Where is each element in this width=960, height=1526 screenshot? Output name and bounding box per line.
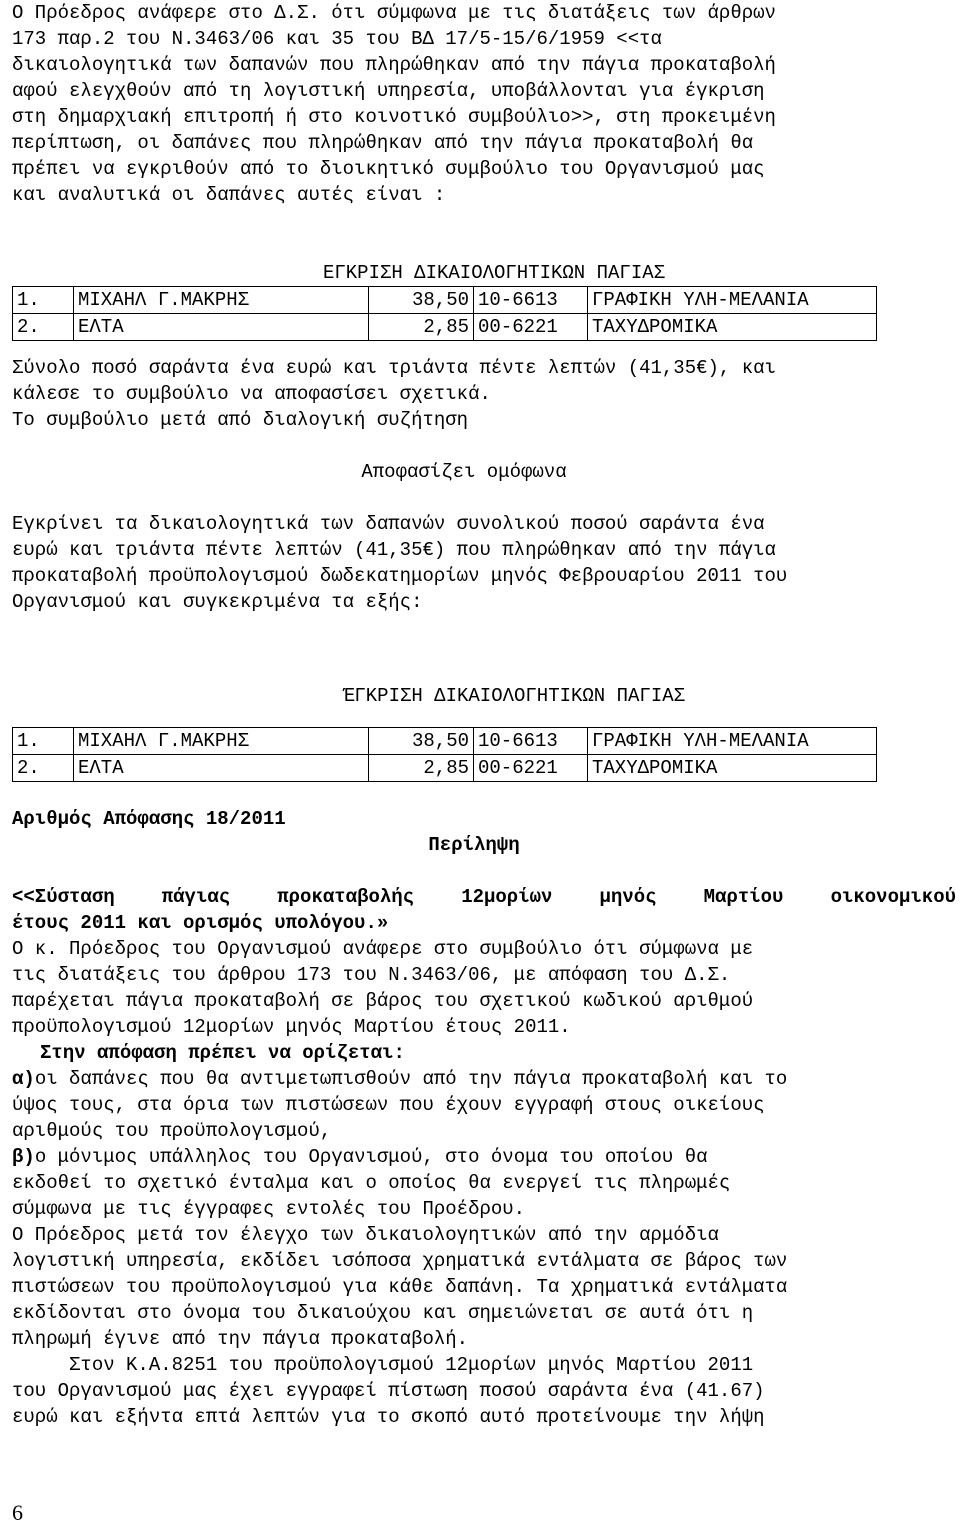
amount: 38,50 [369, 287, 474, 314]
summary-paragraph [12, 355, 956, 433]
text-line: 173 παρ.2 του Ν.3463/06 και 35 του ΒΔ 17/5-15/6/1959 <<τα [12, 28, 662, 50]
text-line: εκδίδονται στο όνομα του δικαιούχου και σημειώνεται σε αυτά ότι η [12, 1302, 754, 1324]
text-line: έτους 2011 και ορισμός υπολόγου.» [12, 912, 389, 934]
expenses-table-1 [12, 286, 877, 341]
text-line: προκαταβολή προϋπολογισμού δωδεκατημορίων μηνός Φεβρουαρίου 2011 του [12, 565, 788, 587]
text-line: περίπτωση, οι δαπάνες που πληρώθηκαν από την πάγια προκαταβολή θα [12, 132, 754, 154]
summary-heading: Περίληψη [428, 834, 520, 856]
account-code: 00-6221 [474, 755, 588, 782]
payee-name: ΕΛΤΑ [74, 755, 369, 782]
body-paragraph-1 [12, 936, 956, 1040]
expense-description: ΤΑΧΥΔΡΟΜΙΚΑ [588, 755, 877, 782]
text-line: ευρώ και τριάντα πέντε λεπτών (41,35€) που πληρώθηκαν από την πάγια [12, 539, 776, 561]
text-line: οι δαπάνες που θα αντιμετωπισθούν από την πάγια προκαταβολή και το [34, 1068, 788, 1090]
amount: 2,85 [369, 755, 474, 782]
text-line: αφού ελεγχθούν από τη λογιστική υπηρεσία, υποβάλλονται για έγκριση [12, 80, 765, 102]
text-line: αριθμούς του προϋπολογισμού, [12, 1120, 332, 1142]
body-paragraph-2 [12, 1222, 956, 1352]
text-line: πρέπει να εγκριθούν από το διοικητικό συμβούλιο του Οργανισμού μας [12, 158, 765, 180]
text-line: ευρώ και εξήντα επτά λεπτών για το σκοπό αυτό προτείνουμε την λήψη [12, 1406, 765, 1428]
text-line: σύμφωνα με τις έγγραφες εντολές του Προέδρου. [12, 1198, 526, 1220]
amount: 2,85 [369, 314, 474, 341]
text-line: Ο Πρόεδρος ανάφερε στο Δ.Σ. ότι σύμφωνα με τις διατάξεις των άρθρων [12, 2, 776, 24]
text-line: Στον Κ.Α.8251 του προϋπολογισμού 12μορίων μηνός Μαρτίου 2011 [12, 1354, 754, 1376]
text-line: λογιστική υπηρεσία, εκδίδει ισόποσα χρηματικά εντάλματα σε βάρος των [12, 1250, 788, 1272]
text-line: του Οργανισμού μας έχει εγγραφεί πίστωση ποσού σαράντα ένα (41.67) [12, 1380, 765, 1402]
decision-heading: Αποφασίζει ομόφωνα [361, 461, 567, 483]
table-row [13, 314, 877, 341]
row-number: 2. [13, 314, 74, 341]
text-line: Το συμβούλιο μετά από διαλογική συζήτηση [12, 409, 469, 431]
text-line: πιστώσεων του προϋπολογισμού για κάθε δαπάνη. Τα χρηματικά εντάλματα [12, 1276, 788, 1298]
table-row [13, 287, 877, 314]
account-code: 10-6613 [474, 728, 588, 755]
text-line: Οργανισμού και συγκεκριμένα τα εξής: [12, 591, 423, 613]
item-b [12, 1144, 956, 1222]
body-paragraph-3 [12, 1352, 956, 1430]
table-row [13, 728, 877, 755]
document-page [12, 0, 956, 1430]
text-line: δικαιολογητικά των δαπανών που πληρώθηκαν από την πάγια προκαταβολή [12, 54, 776, 76]
expense-description: ΓΡΑΦΙΚΗ ΥΛΗ-ΜΕΛΑΝΙΑ [588, 728, 877, 755]
item-a-label: α) [12, 1068, 35, 1090]
item-b-label: β) [12, 1146, 35, 1168]
text-line: ο μόνιμος υπάλληλος του Οργανισμού, στο όνομα του οποίου θα [34, 1146, 708, 1168]
account-code: 00-6221 [474, 314, 588, 341]
text-line: Ο Πρόεδρος μετά τον έλεγχο των δικαιολογητικών από την αρμόδια [12, 1224, 719, 1246]
row-number: 1. [13, 287, 74, 314]
must-define-heading: Στην απόφαση πρέπει να ορίζεται: [40, 1042, 405, 1064]
subject-paragraph [12, 884, 956, 936]
text-line: προϋπολογισμού 12μορίων μηνός Μαρτίου έτους 2011. [12, 1016, 571, 1038]
text-line: Ο κ. Πρόεδρος του Οργανισμού ανάφερε στο συμβούλιο ότι σύμφωνα με [12, 938, 754, 960]
text-line: <<Σύσταση πάγιας προκαταβολής 12μορίων μηνός Μαρτίου οικονομικού [12, 886, 956, 908]
account-code: 10-6613 [474, 287, 588, 314]
item-a [12, 1066, 956, 1144]
text-line: Σύνολο ποσό σαράντα ένα ευρώ και τριάντα πέντε λεπτών (41,35€), και [12, 357, 776, 379]
payee-name: ΜΙΧΑΗΛ Γ.ΜΑΚΡΗΣ [74, 728, 369, 755]
text-line: τις διατάξεις του άρθρου 173 του Ν.3463/06, με απόφαση του Δ.Σ. [12, 964, 731, 986]
payee-name: ΜΙΧΑΗΛ Γ.ΜΑΚΡΗΣ [74, 287, 369, 314]
expense-description: ΤΑΧΥΔΡΟΜΙΚΑ [588, 314, 877, 341]
page-number: 6 [12, 1500, 23, 1525]
table2-title: ΈΓΚΡΙΣΗ ΔΙΚΑΙΟΛΟΓΗΤΙΚΩΝ ΠΑΓΙΑΣ [342, 685, 686, 707]
text-line: Εγκρίνει τα δικαιολογητικά των δαπανών συνολικού ποσού σαράντα ένα [12, 513, 765, 535]
text-line: παρέχεται πάγια προκαταβολή σε βάρος του σχετικού κωδικού αριθμού [12, 990, 754, 1012]
text-line: κάλεσε το συμβούλιο να αποφασίσει σχετικά. [12, 383, 491, 405]
expenses-table-2 [12, 727, 877, 782]
approval-paragraph [12, 511, 956, 615]
text-line: ύψος τους, στα όρια των πιστώσεων που έχουν εγγραφή στους οικείους [12, 1094, 765, 1116]
intro-paragraph [12, 0, 956, 208]
table1-title: ΕΓΚΡΙΣΗ ΔΙΚΑΙΟΛΟΓΗΤΙΚΩΝ ΠΑΓΙΑΣ [322, 262, 666, 284]
text-line: εκδοθεί το σχετικό ένταλμα και ο οποίος θα ενεργεί τις πληρωμές [12, 1172, 731, 1194]
amount: 38,50 [369, 728, 474, 755]
text-line: πληρωμή έγινε από την πάγια προκαταβολή. [12, 1328, 469, 1350]
text-line: στη δημαρχιακή επιτροπή ή στο κοινοτικό συμβούλιο>>, στη προκειμένη [12, 106, 776, 128]
row-number: 2. [13, 755, 74, 782]
expense-description: ΓΡΑΦΙΚΗ ΥΛΗ-ΜΕΛΑΝΙΑ [588, 287, 877, 314]
table-row [13, 755, 877, 782]
payee-name: ΕΛΤΑ [74, 314, 369, 341]
row-number: 1. [13, 728, 74, 755]
decision-number: Αριθμός Απόφασης 18/2011 [12, 808, 286, 830]
text-line: και αναλυτικά οι δαπάνες αυτές είναι : [12, 184, 446, 206]
